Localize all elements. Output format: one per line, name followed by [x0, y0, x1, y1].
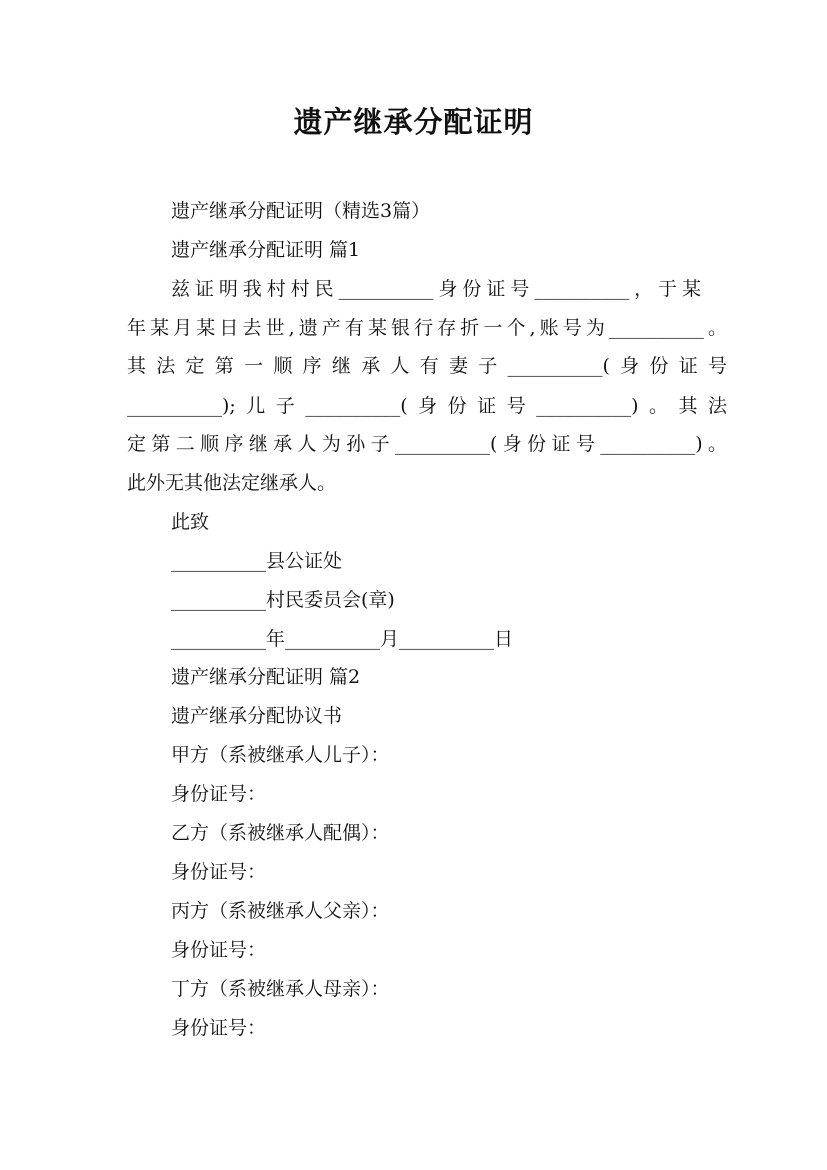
party-b-id: 身份证号： — [171, 861, 267, 883]
subtitle-selected: 遗产继承分配证明（精选3篇） — [171, 200, 431, 222]
salutation: 此致 — [171, 511, 210, 533]
notary-office-line: __________县公证处 — [171, 550, 343, 572]
paragraph-line-2: 年某月某日去世,遗产有某银行存折一个,账号为__________。 — [127, 317, 727, 339]
document-title: 遗产继承分配证明 — [293, 105, 534, 139]
party-a: 甲方（系被继承人儿子）： — [171, 744, 390, 766]
paragraph-line-4: __________);儿子__________(身份证号__________)。其法 — [127, 395, 727, 417]
party-c-id: 身份证号： — [171, 939, 267, 961]
section-heading-2: 遗产继承分配证明 篇2 — [171, 666, 361, 688]
party-a-id: 身份证号： — [171, 783, 267, 805]
paragraph-line-5: 定第二顺序继承人为孙子__________(身份证号__________)。 — [127, 433, 727, 455]
village-committee-line: __________村民委员会(章) — [171, 589, 395, 611]
agreement-title: 遗产继承分配协议书 — [171, 705, 343, 727]
party-c: 丙方（系被继承人父亲）： — [171, 900, 390, 922]
paragraph-line-1: 兹证明我村村民__________身份证号__________，于某 — [171, 278, 701, 300]
party-d-id: 身份证号： — [171, 1017, 267, 1039]
section-heading-1: 遗产继承分配证明 篇1 — [171, 239, 361, 261]
date-line: __________年__________月__________日 — [171, 628, 514, 650]
paragraph-line-6: 此外无其他法定继承人。 — [127, 472, 337, 494]
party-d: 丁方（系被继承人母亲）： — [171, 978, 390, 1000]
paragraph-line-3: 其法定第一顺序继承人有妻子__________(身份证号 — [127, 355, 727, 377]
party-b: 乙方（系被继承人配偶）： — [171, 822, 390, 844]
